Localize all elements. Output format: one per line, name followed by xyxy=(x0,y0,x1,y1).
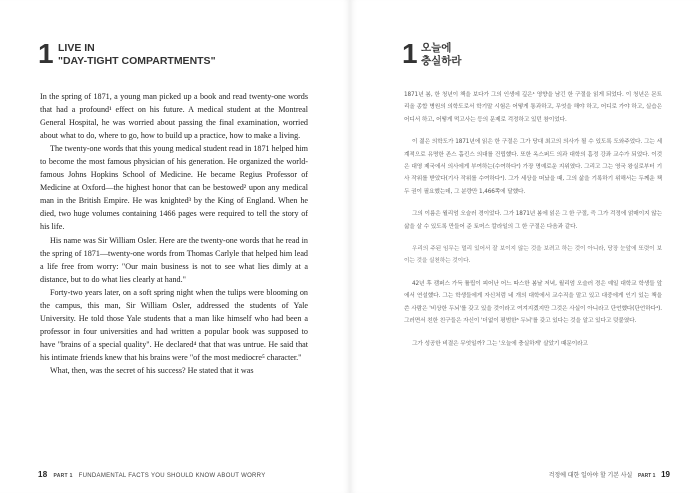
paragraph: His name was Sir William Osler. Here are the twenty-one words that he read in the spring of 1871—twenty-one words from Thomas Carlyle that helped him lead a life free from worry: "Our main business is not to see what lies dimly at a distance, but to do what lies clearly at hand." xyxy=(40,235,308,284)
chapter-title-line1: LIVE IN xyxy=(58,42,95,54)
page-number: 18 xyxy=(38,470,48,479)
footer-running-title: FUNDAMENTAL FACTS YOU SHOULD KNOW ABOUT WORRY xyxy=(78,473,266,479)
chapter-title xyxy=(421,42,462,68)
paragraph: In the spring of 1871, a young man picked up a book and read twenty-one words that had a profound¹ effect on his future. A medical student at the Montreal General Hospital, he was worried about passing the final examination, worried about what to do, where to go, how to build up a practice, how to make a living. xyxy=(40,92,308,141)
chapter-title xyxy=(58,42,216,68)
paragraph: 그의 이름은 윌리엄 오슬러 경이었다. 그가 1871년 봄에 읽은 그 한 구절, 즉 그가 걱정에 얽매이지 않는 삶을 살 수 있도록 만들어 준 토머스 칼라일의 그 한 구절은 다음과 같다. xyxy=(404,211,662,230)
footer-part: PART 1 xyxy=(638,473,656,479)
chapter-number: 1 xyxy=(402,38,418,69)
quote-paragraph: 우리의 주된 임무는 멀리 있어서 잘 보이지 않는 것을 보려고 하는 것이 아니라, 당장 눈앞에 또렷이 보이는 것을 실천하는 것이다. xyxy=(404,246,662,265)
paragraph: 이 젊은 의학도가 1871년에 읽은 한 구절은 그가 당대 최고의 의사가 될 수 있도록 도와주었다. 그는 세계적으로 유명한 존스 홉킨스 의대를 건립했다. 또한 옥스퍼드 의과 대학의 흠정 강좌 교수가 되었다. 이것은 대영 제국에서 의사에게 부여하는(수여하다²) 가장 명예로운 지위였다. 그리고 그는 영국 왕실로부터 기사 작위를 받았다(기사 작위를 수여하다³). 그가 세상을 떠났을 때, 그의 삶을 기록하기 위해서는 두께운 책 두 권이 필요했는데, 그 분량만 1,466쪽에 달했다. xyxy=(404,139,662,195)
page-footer xyxy=(549,470,670,479)
chapter-number: 1 xyxy=(38,38,54,69)
korean-body-text xyxy=(404,89,662,360)
english-body-text xyxy=(40,90,308,377)
right-page xyxy=(350,0,700,493)
paragraph: 1871년 봄, 한 청년이 책을 보다가 그의 인생에 깊은¹ 영향을 남긴 한 구절을 읽게 되었다. 이 청년은 몬트리올 종합 병원의 의학도로서 학기말 시험은 어떻게 통과하고, 무엇을 해야 하고, 어디로 가야 하고, 실습은 어디서 하고, 어떻게 먹고사는 등의 문제로 걱정하고 있던 참이었다. xyxy=(404,92,662,123)
chapter-title-line2: "DAY-TIGHT COMPARTMENTS" xyxy=(58,55,216,67)
paragraph: Forty-two years later, on a soft spring night when the tulips were blooming on the campus, this man, Sir William Osler, addressed the students of Yale University. He told those Yale students that a man like himself who had been a professor in four universities and had written a popular book was supposed to have "brains of a special quality". He declared⁴ that that was untrue. He said that his intimate friends knew that his brains were "of the most mediocre⁵ character." xyxy=(40,287,308,362)
chapter-title-line1: 오늘에 xyxy=(421,42,452,54)
paragraph: 42년 후 캠퍼스 가득 튤립이 피어난 어느 따스한 봄날 저녁, 윌리엄 오슬러 경은 예일 대학교 학생들 앞에서 연설했다. 그는 학생들에게 자신처럼 네 개의 대학에서 교수직을 맡고 있고 대중에게 인기 있는 책을 쓴 사람은 '비상한 두뇌'를 갖고 있을 것이라고 여겨지겠지만 그것은 사실이 아니라고 단언했다(단언하다⁴). 그러면서 친한 친구들은 자신이 '더없이 평범한⁵ 두뇌'를 갖고 있다는 것을 알고 있다고 덧붙였다. xyxy=(404,280,662,325)
page-footer xyxy=(38,470,266,479)
chapter-title-line2: 충실하라 xyxy=(421,55,462,67)
paragraph: The twenty-one words that this young medical student read in 1871 helped him to become the most famous physician of his generation. He organized the world-famous Johns Hopkins School of Medicine. He became Regius Professor of Medicine at Oxford—the highest honor that can be bestowed² upon any medical man in the British Empire. He was knighted³ by the King of England. When he died, two huge volumes containing 1466 pages were required to tell the story of his life. xyxy=(40,144,308,232)
page-number: 19 xyxy=(661,470,670,479)
footer-part: PART 1 xyxy=(53,473,73,479)
footer-running-title: 걱정에 대한 일아야 할 기본 사실 xyxy=(548,473,633,479)
paragraph: What, then, was the secret of his success? He stated that it was xyxy=(50,365,254,375)
paragraph: 그가 성공한 비결은 무엇일까? 그는 '오늘에 충실하게' 살았기 때문이라고 xyxy=(412,340,588,347)
